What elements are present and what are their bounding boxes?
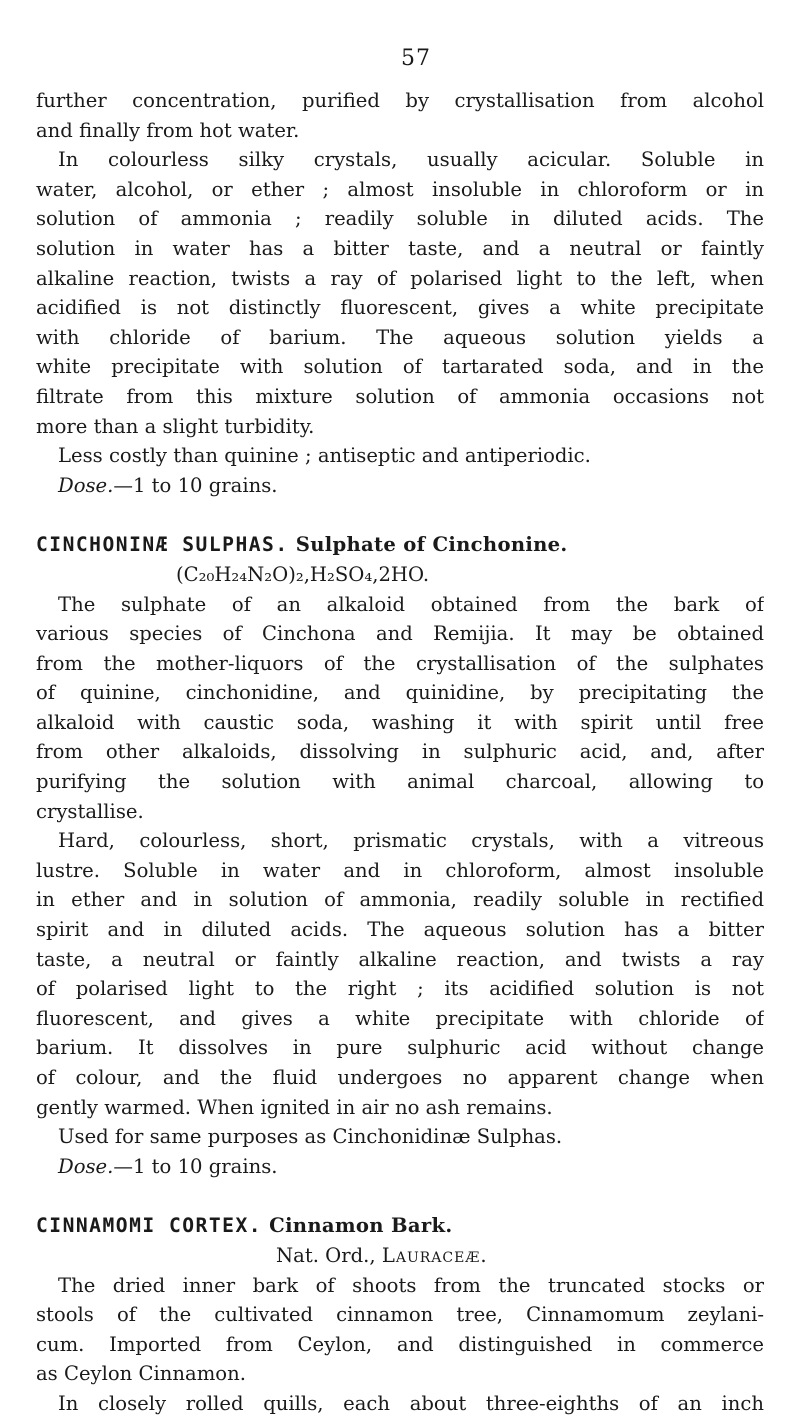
text-line: In colourless silky crystals, usually acicular. Soluble in (58, 148, 764, 172)
entry-latin-name: CINNAMOMI CORTEX. (36, 1214, 263, 1238)
text-line: crystallise. (36, 799, 144, 823)
text-line: alkaloid with caustic soda, washing it with spirit until free (36, 710, 764, 734)
text-line: in ether and in solution of ammonia, readily soluble in rectified (36, 888, 764, 912)
dose-line (36, 471, 764, 501)
text-line: Less costly than quinine ; antiseptic and antiperiodic. (58, 444, 591, 468)
entry-heading (36, 530, 764, 560)
text-line: In closely rolled quills, each about three-eighths of an inch (58, 1391, 764, 1415)
text-line: white precipitate with solution of tartarated soda, and in the (36, 355, 764, 379)
page-number: 57 (401, 46, 431, 71)
text-line: as Ceylon Cinnamon. (36, 1362, 246, 1386)
text-line: water, alcohol, or ether ; almost insoluble in chloroform or in (36, 177, 764, 201)
text-line: from other alkaloids, dissolving in sulphuric acid, and, after (36, 740, 764, 764)
text-line: filtrate from this mixture solution of ammonia occasions not (36, 384, 764, 408)
text-line: spirit and in diluted acids. The aqueous solution has a bitter (36, 918, 764, 942)
text-line: and finally from hot water. (36, 118, 300, 142)
text-line: The dried inner bark of shoots from the truncated stocks or (58, 1273, 764, 1297)
section-gap (36, 1181, 764, 1211)
text-line: Hard, colourless, short, prismatic crystals, with a vitreous (58, 829, 764, 853)
entry-english-name: Sulphate of Cinchonine. (295, 533, 568, 557)
text-line: of polarised light to the right ; its acidified solution is not (36, 977, 764, 1001)
dose-value: —1 to 10 grains. (113, 473, 278, 497)
text-line: purifying the solution with animal charcoal, allowing to (36, 770, 764, 794)
text-line: gently warmed. When ignited in air no ash remains. (36, 1095, 553, 1119)
text-line: more than a slight turbidity. (36, 414, 315, 438)
text-line: lustre. Soluble in water and in chloroform, almost insoluble (36, 858, 764, 882)
entry-latin-name: CINCHONINÆ SULPHAS. (36, 533, 289, 557)
text-line: Used for same purposes as Cinchonidinæ Sulphas. (58, 1125, 563, 1149)
text-line: solution in water has a bitter taste, and a neutral or faintly (36, 236, 764, 260)
text-line: of colour, and the fluid undergoes no apparent change when (36, 1066, 764, 1089)
page-body (36, 86, 764, 1419)
text-line: from the mother-liquors of the crystallisation of the sulphates (36, 651, 764, 675)
text-line: various species of Cinchona and Remijia. It may be obtained (36, 622, 764, 646)
text-line: solution of ammonia ; readily soluble in diluted acids. The (36, 207, 764, 231)
chemical-formula: (C₂₀H₂₄N₂O)₂,H₂SO₄,2HO. (176, 562, 430, 586)
dose-label: Dose. (58, 1154, 114, 1178)
text-line: The sulphate of an alkaloid obtained from the bark of (58, 592, 764, 616)
dose-value: —1 to 10 grains. (113, 1154, 278, 1178)
text-line: alkaline reaction, twists a ray of polarised light to the left, when (36, 266, 764, 290)
dose-line (36, 1152, 764, 1182)
entry-heading (36, 1211, 764, 1241)
section-gap (36, 500, 764, 530)
text-line: of quinine, cinchonidine, and quinidine, by precipitating the (36, 681, 764, 705)
text-line: taste, a neutral or faintly alkaline reaction, and twists a ray (36, 947, 764, 971)
text-line: fluorescent, and gives a white precipitate with chloride of (36, 1006, 764, 1030)
text-line: acidified is not distinctly fluorescent, gives a white precipitate (36, 296, 764, 320)
dose-label: Dose. (58, 473, 114, 497)
entry-english-name: Cinnamon Bark. (269, 1214, 453, 1238)
natural-order-name: Lauraceæ. (381, 1243, 488, 1267)
text-line: stools of the cultivated cinnamon tree, Cinnamomum zeylani- (36, 1303, 764, 1327)
text-line: further concentration, purified by crystallisation from alcohol (36, 89, 764, 112)
text-line: with chloride of barium. The aqueous solution yields a (36, 325, 764, 349)
text-line: cum. Imported from Ceylon, and distinguished in commerce (36, 1332, 764, 1356)
text-line: barium. It dissolves in pure sulphuric acid without change (36, 1036, 764, 1060)
natural-order-prefix: Nat. Ord., (276, 1243, 376, 1267)
natural-order-line (36, 1241, 764, 1271)
